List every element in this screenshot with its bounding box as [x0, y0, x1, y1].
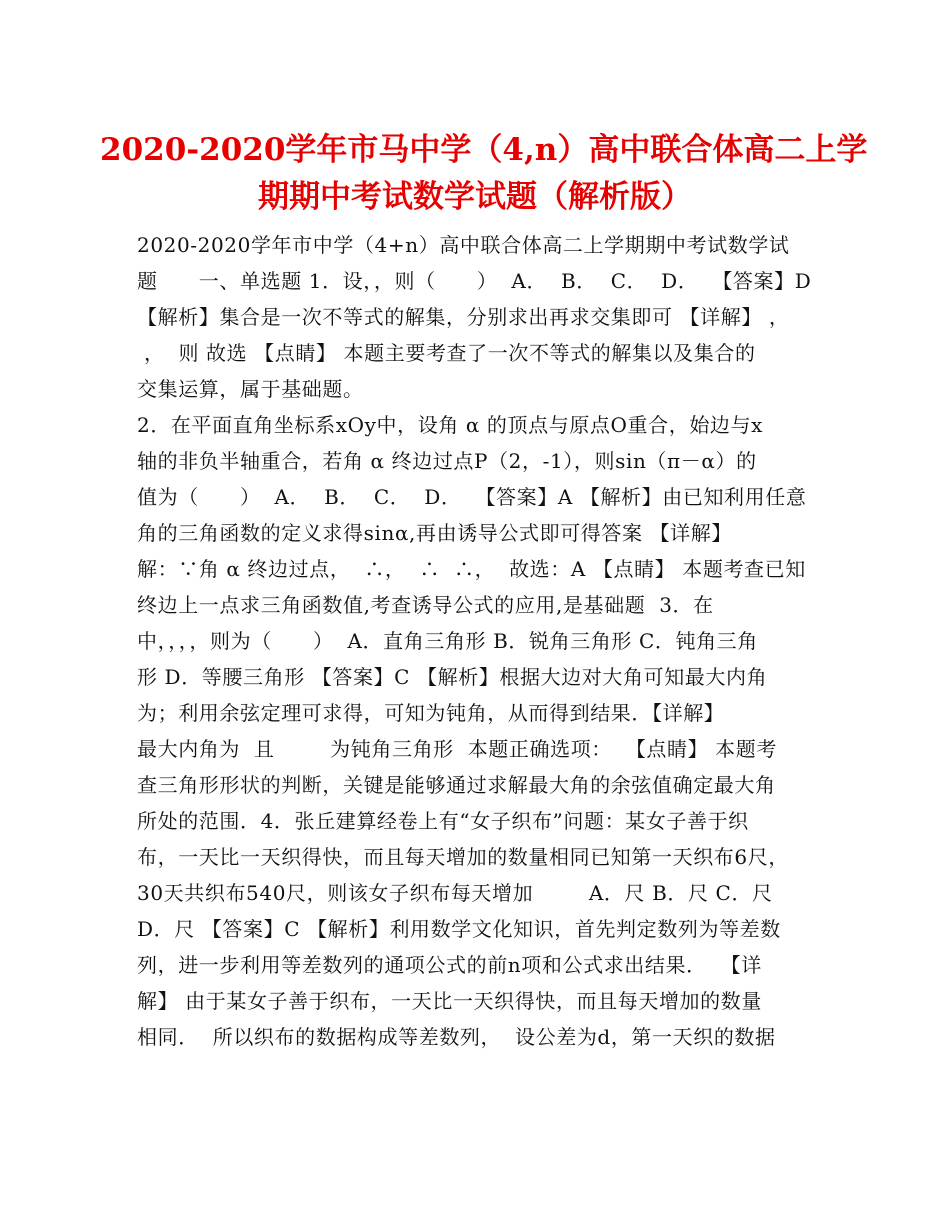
body-line: 最大内角为 且 为钝角三角形 本题正确选项： 【点睛】 本题考	[137, 737, 777, 761]
body-line: 相同． 所以织布的数据构成等差数列， 设公差为d，第一天织的数据	[137, 1025, 776, 1049]
body-line: 列，进一步利用等差数列的通项公式的前n项和公式求出结果． 【详	[137, 953, 762, 977]
body-line: 值为（ ） A． B． C． D． 【答案】A 【解析】由已知利用任意	[137, 485, 807, 509]
body-line: 轴的非负半轴重合，若角 α 终边过点P（2，-1），则sin（π－α）的	[137, 449, 757, 473]
body-line: D．尺 【答案】C 【解析】利用数学文化知识，首先判定数列为等差数	[137, 917, 781, 941]
body-line: ， 则 故选 【点睛】 本题主要考查了一次不等式的解集以及集合的	[137, 341, 756, 365]
body-line: 解：∵角 α 终边过点， ∴， ∴ ∴， 故选：A 【点睛】 本题考查已知	[137, 557, 806, 581]
document-title-line-1: 2020-2020学年市马中学（4,n）高中联合体高二上学	[100, 132, 868, 168]
body-line: 角的三角函数的定义求得sinα,再由诱导公式即可得答案 【详解】	[137, 521, 732, 545]
body-line: 交集运算，属于基础题。	[137, 377, 364, 401]
body-line: 形 D．等腰三角形 【答案】C 【解析】根据大边对大角可知最大内角	[137, 665, 768, 689]
body-line: 终边上一点求三角函数值,考查诱导公式的应用,是基础题 3．在	[137, 593, 714, 617]
body-line: 为；利用余弦定理可求得，可知为钝角，从而得到结果．【详解】	[137, 701, 725, 725]
body-line: 布，一天比一天织得快，而且每天增加的数量相同已知第一天织布6尺，	[137, 845, 789, 869]
body-line: 2．在平面直角坐标系xOy中，设角 α 的顶点与原点O重合，始边与x	[137, 413, 763, 437]
body-line: 所处的范围．4．张丘建算经卷上有“女子织布”问题：某女子善于织	[137, 809, 749, 833]
body-line: 查三角形形状的判断，关键是能够通过求解最大角的余弦值确定最大角	[137, 773, 776, 797]
body-line: 解】 由于某女子善于织布，一天比一天织得快，而且每天增加的数量	[137, 989, 762, 1013]
body-line: 2020-2020学年市中学（4+n）高中联合体高二上学期期中考试数学试	[137, 233, 790, 257]
body-line: 题 一、单选题 1．设，，则（ ） A． B． C． D． 【答案】D	[137, 269, 812, 293]
document-title-line-2: 期期中考试数学试题（解析版）	[258, 179, 692, 215]
body-line: 30天共织布540尺，则该女子织布每天增加 A．尺 B．尺 C．尺	[137, 881, 773, 905]
body-line: 中，，，，则为（ ） A．直角三角形 B．锐角三角形 C．钝角三角	[137, 629, 758, 653]
body-line: 【解析】集合是一次不等式的解集，分别求出再求交集即可 【详解】 ，	[137, 305, 790, 329]
